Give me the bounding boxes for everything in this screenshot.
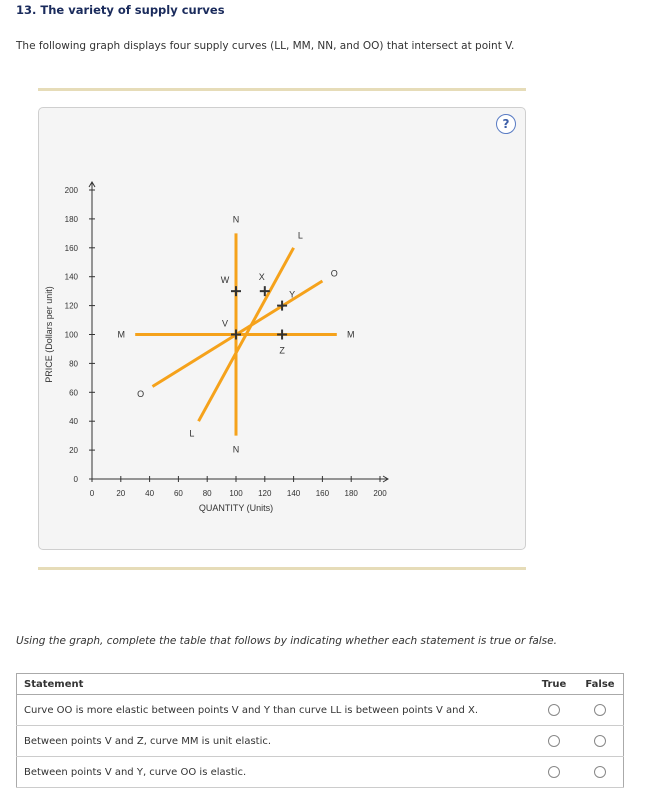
statement-text: Between points V and Z, curve MM is unit elastic. bbox=[17, 726, 532, 757]
true-radio[interactable] bbox=[548, 704, 560, 716]
instructions: Using the graph, complete the table that follows by indicating whether each statement is true or false. bbox=[16, 635, 557, 647]
x-tick-label: 180 bbox=[344, 489, 358, 498]
point-label: W bbox=[220, 275, 230, 286]
x-tick-label: 80 bbox=[202, 489, 212, 498]
help-icon[interactable]: ? bbox=[496, 114, 516, 134]
y-tick-label: 0 bbox=[73, 475, 78, 484]
curve-label-mm-start: M bbox=[117, 329, 125, 340]
point-label: X bbox=[258, 272, 265, 283]
curve-label-nn-start: N bbox=[232, 444, 240, 455]
true-header: True bbox=[531, 674, 577, 695]
statement-text: Between points V and Y, curve OO is elastic. bbox=[17, 757, 532, 788]
y-tick-label: 160 bbox=[64, 243, 78, 253]
x-tick-label: 60 bbox=[173, 489, 183, 498]
true-radio[interactable] bbox=[548, 735, 560, 747]
false-radio[interactable] bbox=[594, 766, 606, 778]
y-axis-label: PRICE (Dollars per unit) bbox=[44, 286, 54, 383]
curve-label-ll-end: L bbox=[297, 230, 303, 241]
y-tick-label: 40 bbox=[69, 417, 78, 427]
bottom-divider bbox=[38, 567, 526, 570]
point-label: Z bbox=[279, 345, 285, 356]
table-row bbox=[17, 726, 624, 757]
x-tick-label: 0 bbox=[89, 489, 95, 498]
false-radio[interactable] bbox=[594, 735, 606, 747]
true-radio[interactable] bbox=[548, 766, 560, 778]
curve-label-mm-end: M bbox=[347, 329, 355, 340]
y-tick-label: 180 bbox=[64, 214, 78, 224]
x-tick-label: 100 bbox=[229, 489, 243, 498]
statement-header: Statement bbox=[17, 674, 532, 695]
y-tick-label: 120 bbox=[64, 301, 78, 311]
table-row bbox=[17, 695, 624, 726]
point-w[interactable] bbox=[221, 275, 241, 296]
x-axis-label: QUANTITY (Units) bbox=[198, 503, 274, 513]
point-label: V bbox=[221, 318, 229, 329]
x-tick-label: 120 bbox=[258, 489, 272, 498]
statement-table bbox=[16, 673, 624, 788]
question-title: 13. The variety of supply curves bbox=[16, 3, 225, 17]
point-label: Y bbox=[289, 289, 296, 300]
x-tick-label: 140 bbox=[286, 489, 301, 498]
y-tick-label: 200 bbox=[64, 186, 78, 195]
false-header: False bbox=[577, 674, 624, 695]
x-tick-label: 40 bbox=[145, 489, 155, 498]
curve-label-ll-start: L bbox=[189, 428, 195, 439]
false-radio[interactable] bbox=[594, 704, 606, 716]
x-tick-label: 20 bbox=[116, 489, 126, 498]
curve-label-oo-end: O bbox=[330, 268, 338, 279]
curve-label-nn-end: N bbox=[232, 214, 240, 225]
x-tick-label: 160 bbox=[315, 489, 330, 498]
y-tick-label: 20 bbox=[69, 446, 78, 456]
statement-text: Curve OO is more elastic between points V and Y than curve LL is between points V and X. bbox=[17, 695, 532, 726]
y-tick-label: 80 bbox=[69, 359, 78, 369]
y-tick-label: 60 bbox=[69, 388, 78, 398]
y-tick-label: 140 bbox=[64, 272, 78, 282]
curve-label-oo-start: O bbox=[137, 388, 145, 399]
x-tick-label: 200 bbox=[373, 489, 387, 498]
question-intro: The following graph displays four supply curves (LL, MM, NN, and OO) that intersect at point V. bbox=[16, 40, 515, 52]
y-tick-label: 100 bbox=[64, 330, 78, 340]
table-row bbox=[17, 757, 624, 788]
